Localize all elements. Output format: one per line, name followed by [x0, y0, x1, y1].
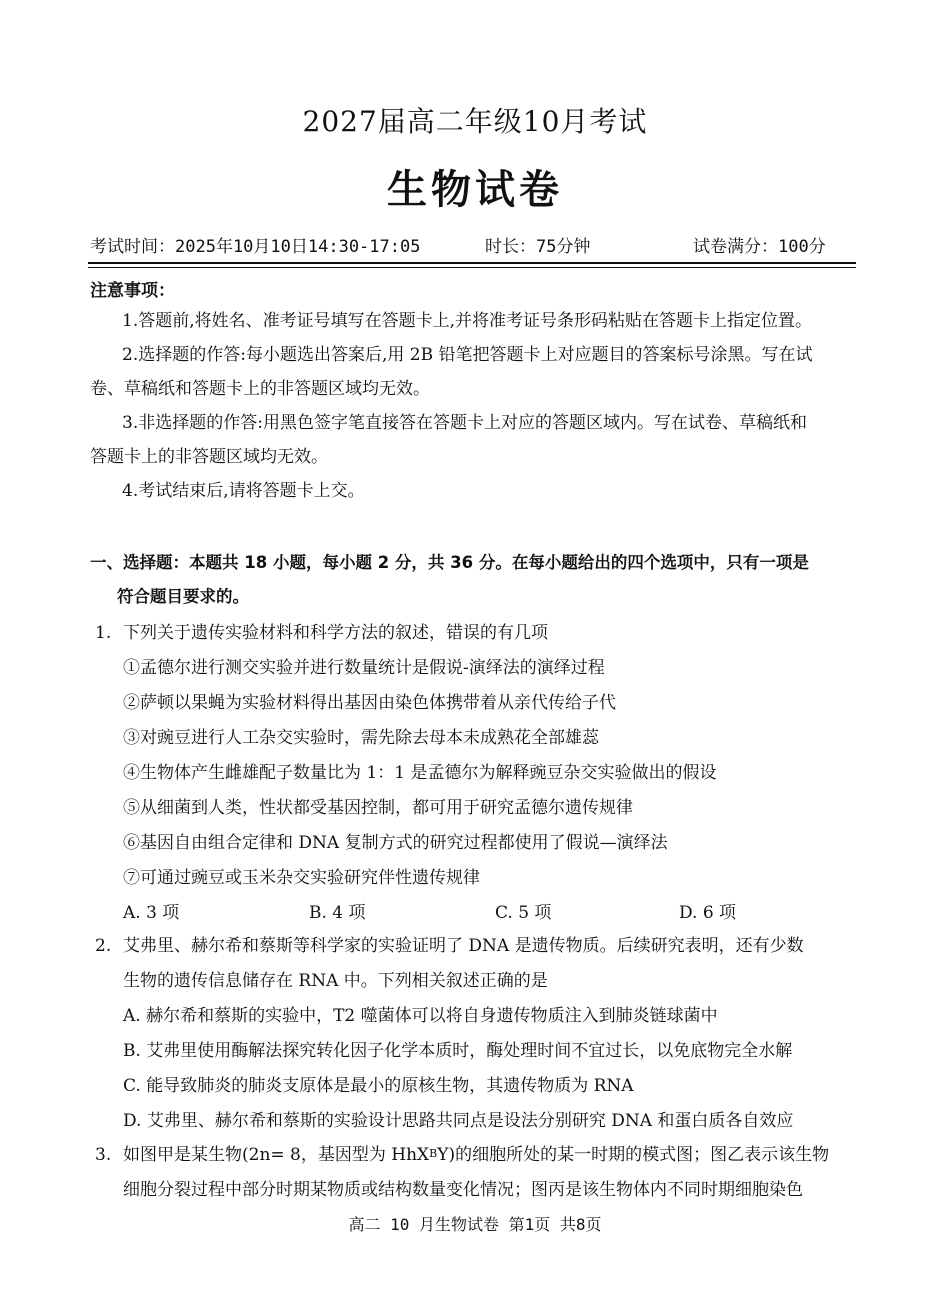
- option-d: D. 6 项: [679, 903, 737, 923]
- answer-options: [123, 896, 865, 931]
- notice-item: 3.非选择题的作答:用黑色签字笔直接答在答题卡上对应的答题区域内。写在试卷、草稿纸和: [122, 413, 807, 433]
- exam-title: 2027届高二年级10月考试: [302, 105, 648, 138]
- statement-item: ⑦可通过豌豆或玉米杂交实验研究伴性遗传规律: [123, 868, 480, 888]
- option-c: C. 5 项: [495, 903, 552, 923]
- stem-text: 如图甲是某生物(2n= 8，基因型为 HhX: [123, 1145, 430, 1165]
- question-stem: 下列关于遗传实验材料和科学方法的叙述，错误的有几项: [123, 623, 548, 643]
- question-stem-line: 细胞分裂过程中部分时期某物质或结构数量变化情况；图丙是该生物体内不同时期细胞染色: [123, 1180, 803, 1200]
- exam-full-score: 试卷满分：100分: [693, 237, 826, 257]
- statement-item: ⑤从细菌到人类，性状都受基因控制，都可用于研究孟德尔遗传规律: [123, 798, 633, 818]
- question-stem-line: 生物的遗传信息储存在 RNA 中。下列相关叙述正确的是: [123, 971, 548, 991]
- notice-title: 注意事项：: [90, 281, 175, 301]
- question-stem-line: 艾弗里、赫尔希和蔡斯等科学家的实验证明了 DNA 是遗传物质。后续研究表明，还有少数: [123, 936, 804, 956]
- notice-list: [90, 304, 862, 508]
- question-number: 3.: [95, 1145, 112, 1165]
- section-heading-line1: 一、选择题：本题共 18 小题，每小题 2 分，共 36 分。在每小题给出的四个选项中，只有一项是: [90, 553, 809, 572]
- header-divider-thick: [88, 262, 856, 264]
- page-footer: 高二 10 月生物试卷 第1页 共8页: [348, 1215, 602, 1234]
- stem-text: Y)的细胞所处的某一时期的模式图；图乙表示该生物: [437, 1145, 830, 1165]
- question-2: [95, 929, 865, 1139]
- question-3: [95, 1138, 865, 1208]
- option-d: D. 艾弗里、赫尔希和蔡斯的实验设计思路共同点是设法分别研究 DNA 和蛋白质各自效应: [123, 1111, 794, 1131]
- exam-duration: 时长：75分钟: [485, 237, 591, 257]
- option-a: A. 3 项: [123, 903, 180, 923]
- superscript: B: [429, 1147, 438, 1160]
- option-a: A. 赫尔希和蔡斯的实验中，T2 噬菌体可以将自身遗传物质注入到肺炎链球菌中: [123, 1006, 718, 1026]
- section-heading: [90, 546, 865, 614]
- notice-item: 1.答题前,将姓名、准考证号填写在答题卡上,并将准考证号条形码粘贴在答题卡上指定位置。: [122, 311, 813, 331]
- header-divider-thin: [88, 267, 856, 268]
- question-1: [95, 616, 865, 931]
- question-stem-line: [123, 1138, 865, 1173]
- section-heading-line2: 符合题目要求的。: [117, 587, 249, 606]
- notice-item: 2.选择题的作答:每小题选出答案后,用 2B 铅笔把答题卡上对应题目的答案标号涂黑。写在试: [122, 345, 813, 365]
- question-number: 2.: [95, 936, 112, 956]
- statement-item: ②萨顿以果蝇为实验材料得出基因由染色体携带着从亲代传给子代: [123, 693, 616, 713]
- question-number: 1.: [95, 623, 112, 643]
- option-b: B. 艾弗里使用酶解法探究转化因子化学本质时，酶处理时间不宜过长，以免底物完全水解: [123, 1041, 793, 1061]
- exam-info-bar: [90, 232, 860, 258]
- notice-item: 4.考试结束后,请将答题卡上交。: [122, 481, 365, 501]
- statement-item: ④生物体产生雌雄配子数量比为 1：1 是孟德尔为解释豌豆杂交实验做出的假设: [123, 763, 717, 783]
- option-b: B. 4 项: [309, 903, 366, 923]
- statement-item: ③对豌豆进行人工杂交实验时，需先除去母本未成熟花全部雄蕊: [123, 728, 599, 748]
- statement-item: ⑥基因自由组合定律和 DNA 复制方式的研究过程都使用了假说—演绎法: [123, 833, 668, 853]
- option-c: C. 能导致肺炎的肺炎支原体是最小的原核生物，其遗传物质为 RNA: [123, 1076, 634, 1096]
- subject-title: 生物试卷: [387, 167, 563, 213]
- notice-item-cont: 卷、草稿纸和答题卡上的非答题区域均无效。: [90, 379, 430, 399]
- statement-item: ①孟德尔进行测交实验并进行数量统计是假说-演绎法的演绎过程: [123, 658, 605, 678]
- notice-item-cont: 答题卡上的非答题区域均无效。: [90, 447, 328, 467]
- exam-time: 考试时间：2025年10月10日14:30-17:05: [90, 237, 421, 257]
